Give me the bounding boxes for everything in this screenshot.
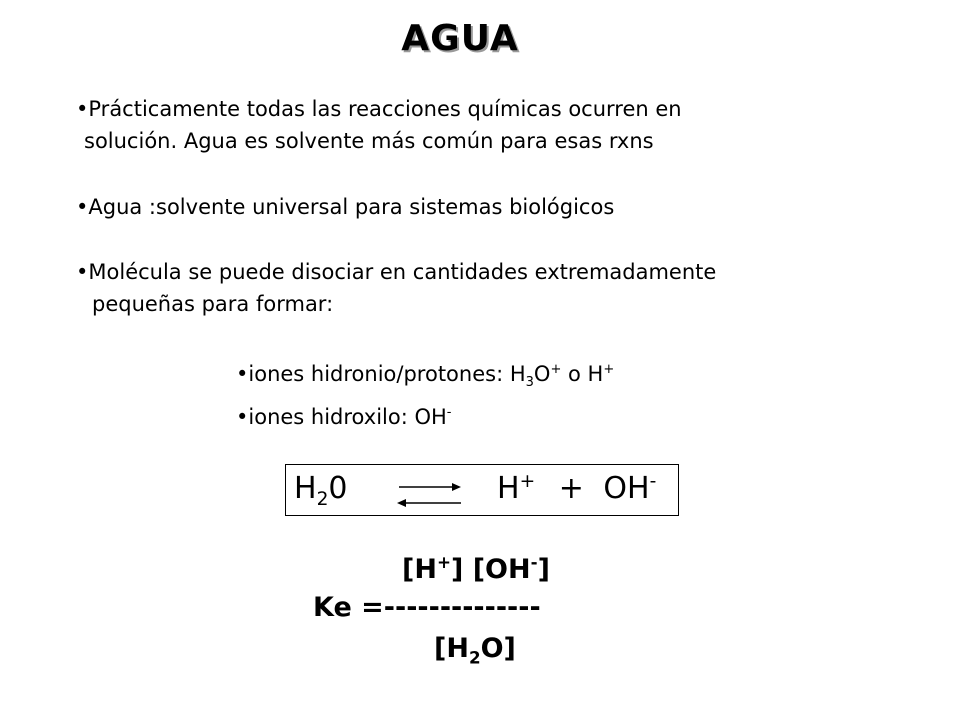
hydronium-sup2: + — [603, 362, 615, 377]
bullet-1-line-1: •Prácticamente todas las reacciones químicas ocurren en — [76, 97, 682, 121]
equation-left — [294, 471, 348, 510]
equation-right — [497, 471, 656, 506]
hydroxyl-prefix: •iones hidroxilo: OH — [236, 405, 447, 429]
ke-den-open: [H — [434, 633, 469, 664]
eq-plus: + — [558, 471, 584, 506]
eq-left-sub: 2 — [316, 489, 329, 510]
hydronium-or: o H — [561, 362, 604, 386]
ke-num-close: ] — [537, 554, 550, 585]
eq-right-h-sup: + — [519, 471, 536, 492]
sub-bullet-hydronium — [236, 362, 614, 390]
slide-title: AGUA — [401, 18, 519, 59]
eq-left-tail: 0 — [328, 471, 348, 506]
eq-right-oh: OH — [603, 471, 650, 506]
bullet-2: •Agua :solvente universal para sistemas biológicos — [76, 195, 615, 219]
sub-bullet-hydroxyl — [236, 405, 451, 429]
ke-den-close: O] — [480, 633, 516, 664]
equilibrium-arrows-icon — [395, 478, 465, 512]
hydronium-prefix: •iones hidronio/protones: H — [236, 362, 526, 386]
hydronium-mid: O — [533, 362, 551, 386]
bullet-3-line-1: •Molécula se puede disociar en cantidades extremadamente — [76, 260, 717, 284]
ke-fraction-line: Ke =-------------- — [313, 592, 541, 623]
ke-num-open: [H — [402, 554, 437, 585]
ke-denominator — [434, 633, 516, 667]
eq-right-oh-sup: - — [649, 471, 657, 492]
hydroxyl-sup: - — [446, 405, 452, 420]
eq-right-h: H — [497, 471, 520, 506]
eq-left-main: H — [294, 471, 317, 506]
hydronium-sub: 3 — [525, 375, 534, 391]
ke-numerator — [402, 552, 550, 585]
ke-num-oh-sup: - — [530, 552, 538, 572]
ke-num-mid: ] [OH — [450, 554, 531, 585]
bullet-1-line-2: solución. Agua es solvente más común para esas rxns — [84, 129, 654, 153]
bullet-3-line-2: pequeñas para formar: — [92, 292, 334, 316]
ke-num-h-sup: + — [436, 552, 451, 572]
hydronium-sup1: + — [550, 362, 562, 377]
ke-den-sub: 2 — [468, 647, 481, 668]
